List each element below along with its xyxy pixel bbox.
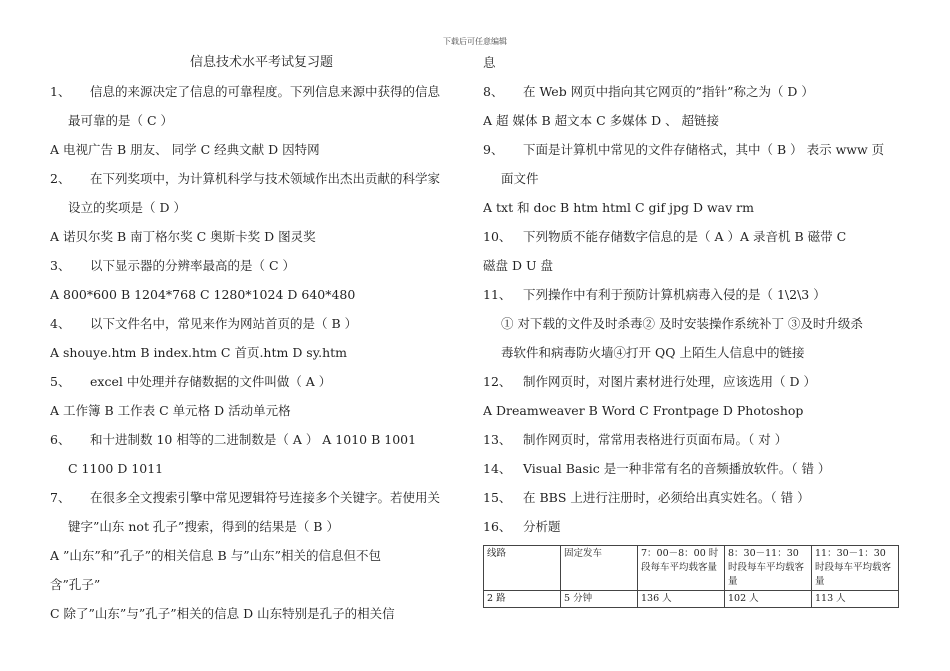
question-number: 10、	[483, 229, 512, 244]
question-line	[483, 106, 903, 135]
table-row	[484, 591, 899, 608]
question-text: 在很多全文搜索引擎中常见逻辑符号连接多个关键字。若使用关	[90, 490, 441, 505]
question-text: 信息的来源决定了信息的可靠程度。下列信息来源中获得的信息	[90, 84, 441, 99]
question-text: 面文件	[501, 171, 539, 186]
page-header: 下载后可任意编辑	[443, 37, 507, 46]
question-number: 13、	[483, 432, 512, 447]
question-text: 设立的奖项是（ D ）	[68, 200, 186, 215]
table-cell: 5 分钟	[561, 591, 638, 608]
question-line	[483, 512, 903, 541]
table-header-cell: 11：30－1：30 时段每车平均载客量	[812, 546, 899, 591]
table-header-cell: 固定发车	[561, 546, 638, 591]
question-text: C 1100 D 1011	[68, 461, 164, 476]
question-text: 下面是计算机中常见的文件存储格式，其中（ B ） 表示 www 页	[523, 142, 885, 157]
table-cell: 136 人	[638, 591, 725, 608]
question-line	[50, 338, 470, 367]
question-text: 下列操作中有利于预防计算机病毒入侵的是（ 1\2\3 ）	[523, 287, 826, 302]
question-line	[50, 164, 470, 193]
question-text: 含”孔子”	[50, 577, 101, 592]
question-text: 以下文件名中，常见来作为网站首页的是（ B ）	[90, 316, 358, 331]
question-line	[50, 251, 470, 280]
question-line	[50, 193, 470, 222]
question-line	[50, 570, 470, 599]
table-header-cell: 线路	[484, 546, 561, 591]
question-text: 磁盘 D U 盘	[483, 258, 553, 273]
question-number: 6、	[50, 432, 71, 447]
table-cell: 113 人	[812, 591, 899, 608]
question-line	[50, 367, 470, 396]
question-line	[483, 164, 903, 193]
question-text: 在 Web 网页中指向其它网页的”指针”称之为（ D ）	[523, 84, 814, 99]
question-line	[483, 396, 903, 425]
question-text: excel 中处理并存储数据的文件叫做（ A ）	[90, 374, 332, 389]
question-line	[50, 309, 470, 338]
question-text: C 除了”山东”与”孔子”相关的信息 D 山东特别是孔子的相关信	[50, 606, 395, 621]
question-number: 7、	[50, 490, 71, 505]
question-text: 下列物质不能存储数字信息的是（ A ）A 录音机 B 磁带 C	[523, 229, 847, 244]
question-text: 键字”山东 not 孔子”搜索，得到的结果是（ B ）	[68, 519, 339, 534]
question-line	[50, 77, 470, 106]
question-text: ① 对下载的文件及时杀毒② 及时安装操作系统补丁 ③及时升级杀	[501, 316, 863, 331]
question-number: 4、	[50, 316, 71, 331]
question-line	[50, 599, 470, 628]
question-line	[483, 251, 903, 280]
document-title: 信息技术水平考试复习题	[190, 55, 334, 70]
right-column	[483, 48, 903, 608]
question-line	[483, 483, 903, 512]
question-number: 1、	[50, 84, 71, 99]
bus-route-table	[483, 545, 899, 608]
question-line	[50, 135, 470, 164]
question-line	[483, 338, 903, 367]
table-header-cell: 7：00－8：00 时段每车平均载客量	[638, 546, 725, 591]
question-text: 在 BBS 上进行注册时，必须给出真实姓名。（ 错 ）	[523, 490, 810, 505]
question-line	[50, 222, 470, 251]
left-question-list	[50, 77, 470, 628]
question-text: 制作网页时，对图片素材进行处理，应该选用（ D ）	[523, 374, 816, 389]
table-header-cell: 8：30－11：30 时段每车平均载客量	[725, 546, 812, 591]
question-text: Visual Basic 是一种非常有名的音频播放软件。（ 错 ）	[523, 461, 831, 476]
question-text: 分析题	[523, 519, 561, 534]
question-text: A 工作簿 B 工作表 C 单元格 D 活动单元格	[50, 403, 291, 418]
question-line	[483, 367, 903, 396]
question-line	[483, 135, 903, 164]
question-text: 毒软件和病毒防火墙④打开 QQ 上陌生人信息中的链接	[501, 345, 805, 360]
question-line	[483, 222, 903, 251]
question-text: A 诺贝尔奖 B 南丁格尔奖 C 奥斯卡奖 D 图灵奖	[50, 229, 316, 244]
question-line	[50, 512, 470, 541]
question-number: 16、	[483, 519, 512, 534]
question-text: 和十进制数 10 相等的二进制数是（ A ） A 1010 B 1001	[90, 432, 417, 447]
question-text: 制作网页时，常常用表格进行页面布局。（ 对 ）	[523, 432, 788, 447]
question-line	[50, 280, 470, 309]
right-question-list	[483, 48, 903, 541]
table-cell: 102 人	[725, 591, 812, 608]
question-number: 14、	[483, 461, 512, 476]
table-header-row	[484, 546, 899, 591]
question-number: 8、	[483, 84, 504, 99]
question-line	[483, 280, 903, 309]
question-text: A ”山东”和”孔子”的相关信息 B 与”山东”相关的信息但不包	[50, 548, 381, 563]
question-line	[483, 77, 903, 106]
question-text: A txt 和 doc B htm html C gif jpg D wav rm	[483, 200, 755, 215]
question-number: 15、	[483, 490, 512, 505]
question-text: 最可靠的是（ C ）	[68, 113, 174, 128]
question-number: 2、	[50, 171, 71, 186]
question-number: 11、	[483, 287, 512, 302]
question-line	[50, 454, 470, 483]
question-text: 在下列奖项中，为计算机科学与技术领域作出杰出贡献的科学家	[90, 171, 441, 186]
question-line	[483, 454, 903, 483]
question-line	[483, 193, 903, 222]
left-column	[50, 48, 470, 628]
question-number: 12、	[483, 374, 512, 389]
question-line	[50, 106, 470, 135]
question-line	[483, 48, 903, 77]
question-line	[50, 396, 470, 425]
question-text: 以下显示器的分辨率最高的是（ C ）	[90, 258, 296, 273]
question-text: A 电视广告 B 朋友、 同学 C 经典文献 D 因特网	[50, 142, 320, 157]
question-line	[483, 425, 903, 454]
question-text: 息	[483, 55, 496, 70]
question-line	[483, 309, 903, 338]
question-text: A Dreamweaver B Word C Frontpage D Photoshop	[483, 403, 804, 418]
question-number: 3、	[50, 258, 71, 273]
question-line	[50, 483, 470, 512]
question-number: 9、	[483, 142, 504, 157]
question-text: A 800*600 B 1204*768 C 1280*1024 D 640*480	[50, 287, 356, 302]
question-number: 5、	[50, 374, 71, 389]
table-cell: 2 路	[484, 591, 561, 608]
question-line	[50, 425, 470, 454]
question-text: A shouye.htm B index.htm C 首页.htm D sy.htm	[50, 345, 348, 360]
question-line	[50, 541, 470, 570]
question-text: A 超 媒体 B 超文本 C 多媒体 D 、 超链接	[483, 113, 720, 128]
